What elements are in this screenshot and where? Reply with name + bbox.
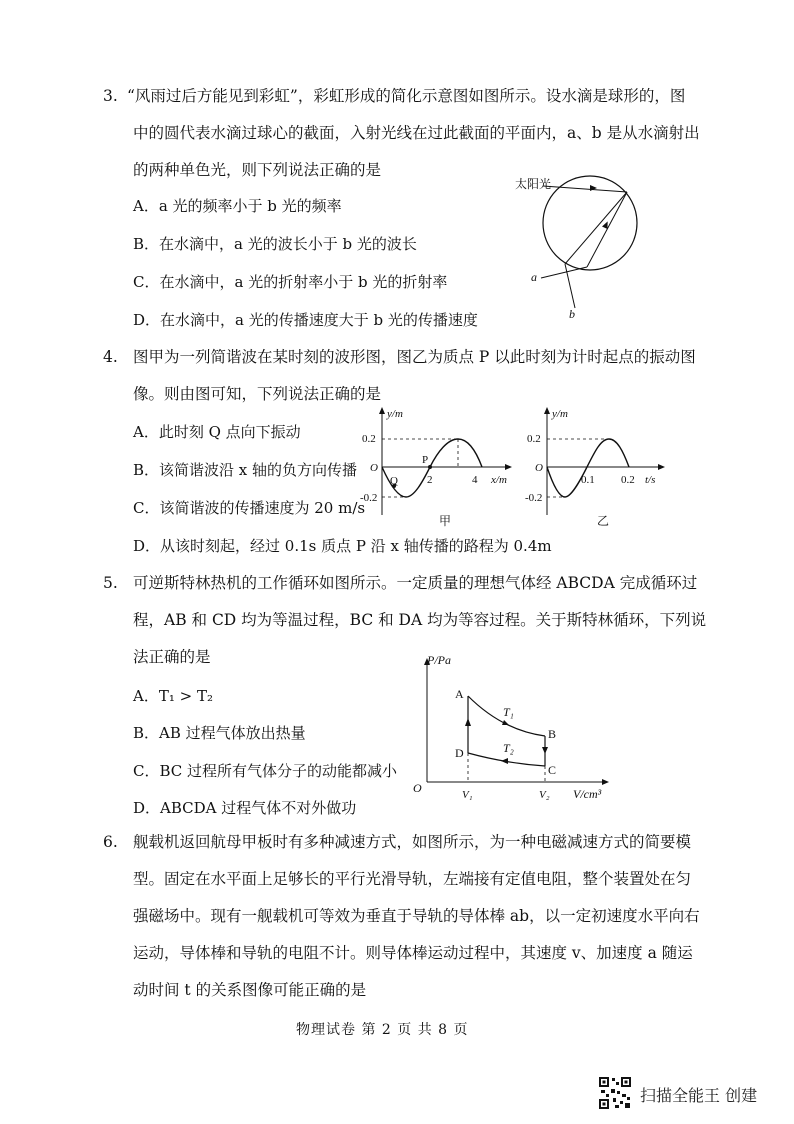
q4-yi-caption: 乙	[597, 514, 610, 528]
q4-yi-ytick-pos: 0.2	[527, 433, 541, 445]
q5-point-a: A	[455, 687, 464, 701]
q5-point-b: B	[548, 727, 557, 741]
q4-option-d[interactable]: D．从该时刻起，经过 0.1s 质点 P 沿 x 轴传播的路程为 0.4m	[133, 537, 552, 555]
scanner-watermark: 扫描全能王 创建	[640, 1086, 758, 1105]
q6-number: 6.	[103, 833, 118, 851]
q4-wave-figure-jia	[360, 405, 520, 530]
q5-label-t1: T₁	[503, 705, 514, 719]
q6-stem-line1: 舰载机返回航母甲板时有多种减速方式，如图所示，为一种电磁减速方式的简要模	[133, 833, 692, 851]
q5-stem-line3: 法正确的是	[133, 648, 211, 666]
q4-yi-xtick-0.1: 0.1	[581, 474, 595, 486]
q5-option-d[interactable]: D．ABCDA 过程气体不对外做功	[133, 799, 357, 817]
q3-option-a[interactable]: A．a 光的频率小于 b 光的频率	[133, 197, 342, 215]
q4-jia-point-p: P	[422, 454, 429, 466]
q5-label-v1: V₁	[462, 789, 473, 801]
q4-number: 4.	[103, 348, 118, 366]
q5-stem-line2: 程，AB 和 CD 均为等温过程，BC 和 DA 均为等容过程。关于斯特林循环，下列说	[133, 611, 707, 629]
q4-stem-line1: 图甲为一列简谐波在某时刻的波形图，图乙为质点 P 以此时刻为计时起点的振动图	[133, 348, 696, 366]
q6-stem-line2: 型。固定在水平面上足够长的平行光滑导轨，左端接有定值电阻，整个装置处在匀	[133, 870, 692, 888]
q3-option-d[interactable]: D．在水滴中，a 光的传播速度大于 b 光的传播速度	[133, 311, 478, 329]
q5-origin: O	[413, 781, 422, 795]
q3-stem-line1: “风雨过后方能见到彩虹”，彩虹形成的简化示意图如图所示。设水滴是球形的，图	[127, 87, 686, 105]
q3-number: 3.	[103, 87, 118, 105]
q3-option-c[interactable]: C．在水滴中，a 光的折射率小于 b 光的折射率	[133, 273, 448, 291]
q4-option-c[interactable]: C．该简谐波的传播速度为 20 m/s	[133, 499, 366, 517]
q4-jia-origin: O	[370, 462, 378, 474]
q4-jia-xtick-4: 4	[472, 474, 478, 486]
q4-jia-ytick-pos: 0.2	[362, 433, 376, 445]
q4-option-a[interactable]: A．此时刻 Q 点向下振动	[133, 423, 301, 441]
q5-point-d: D	[455, 746, 464, 760]
q3-option-b[interactable]: B．在水滴中，a 光的波长小于 b 光的波长	[133, 235, 417, 253]
page-footer: 物理试卷 第 2 页 共 8 页	[296, 1022, 469, 1038]
q5-option-b[interactable]: B．AB 过程气体放出热量	[133, 724, 306, 742]
q6-stem-line3: 强磁场中。现有一舰载机可等效为垂直于导轨的导体棒 ab，以一定初速度水平向右	[133, 907, 700, 925]
q4-jia-xtick-2: 2	[427, 474, 433, 486]
qr-code-icon	[598, 1076, 632, 1110]
q4-yi-xtick-0.2: 0.2	[621, 474, 635, 486]
q3-rainbow-figure	[505, 168, 655, 320]
q3-b-label: b	[569, 307, 575, 320]
q5-label-v2: V₂	[539, 789, 550, 801]
q4-yi-ylabel: y/m	[552, 408, 568, 420]
q3-stem-line3: 的两种单色光，则下列说法正确的是	[133, 161, 382, 179]
q5-xlabel: V/cm³	[573, 787, 602, 801]
q5-ylabel: P/Pa	[427, 653, 451, 667]
q3-sun-label: 太阳光	[515, 177, 552, 191]
q5-number: 5.	[103, 574, 118, 592]
q4-jia-caption: 甲	[439, 514, 452, 528]
q5-pv-figure	[405, 652, 625, 807]
q5-label-t2: T₂	[503, 741, 514, 755]
q4-option-b[interactable]: B．该简谐波沿 x 轴的负方向传播	[133, 461, 358, 479]
q6-stem-line4: 运动，导体棒和导轨的电阻不计。则导体棒运动过程中，其速度 v、加速度 a 随运	[133, 944, 693, 962]
q5-stem-line1: 可逆斯特林热机的工作循环如图所示。一定质量的理想气体经 ABCDA 完成循环过	[133, 574, 698, 592]
q4-yi-origin: O	[535, 462, 543, 474]
q3-a-label: a	[531, 270, 537, 284]
q4-vibration-figure-yi	[525, 405, 675, 530]
q5-option-c[interactable]: C．BC 过程所有气体分子的动能都减小	[133, 762, 398, 780]
q5-option-a[interactable]: A．T₁ > T₂	[133, 687, 213, 705]
q4-jia-ylabel: y/m	[387, 408, 403, 420]
q4-jia-xlabel: x/m	[491, 474, 507, 486]
q3-stem-line2: 中的圆代表水滴过球心的截面，入射光线在过此截面的平面内，a、b 是从水滴射出	[133, 124, 700, 142]
q4-jia-ytick-neg: -0.2	[360, 492, 378, 504]
q4-yi-xlabel: t/s	[645, 474, 656, 486]
q4-yi-ytick-neg: -0.2	[525, 492, 543, 504]
q6-stem-line5: 动时间 t 的关系图像可能正确的是	[133, 981, 367, 999]
q4-stem-line2: 像。则由图可知，下列说法正确的是	[133, 385, 382, 403]
q5-point-c: C	[548, 763, 557, 777]
q4-jia-point-q: Q	[390, 475, 398, 487]
